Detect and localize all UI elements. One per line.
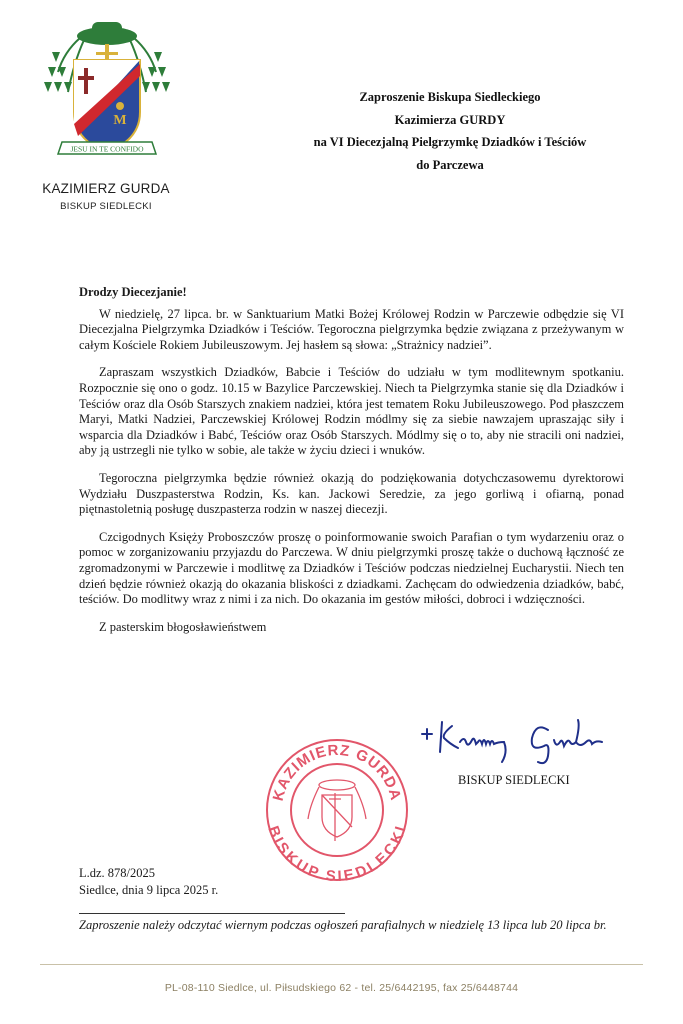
closing: Z pasterskim błogosławieństwem (99, 619, 267, 634)
paragraph: Zapraszam wszystkich Dziadków, Babcie i Teściów do udziału w tym modlitewnym spotkaniu. Rozpocznie się ono o godz. 10.15 w Bazylice Parczewskiej. Niech ta Pielgrzymka stanie się dla Dziadków i Teściów oraz dla Osób Starszych znakiem nadziei, która jest tematem Roku Jubileuszowego. Pod płaszczem Maryi, Matki Nadziei, Parczewskiej Królowej Rodzin módlmy się za siebie nawzajem upraszając siły i wsparcia dla Dziadków i Babć, Teściów oraz Osób Starszych. Módlmy się o to, aby nie stracili oni nadziei, aby ją ustrzegli nie tylko w sobie, ale także w życiu dzieci i wnuków. (79, 365, 624, 458)
letter-body (79, 285, 624, 635)
note-divider (79, 913, 345, 914)
letter-heading (260, 86, 640, 176)
coat-of-arms-icon (44, 12, 170, 180)
heading-line: Kazimierza GURDY (394, 112, 506, 127)
seal-stamp-icon (262, 735, 412, 885)
svg-text:M: M (113, 113, 127, 128)
heading-line: do Parczewa (416, 157, 484, 172)
svg-text:KAZIMIERZ GURDA (270, 742, 405, 803)
heading-line: na VI Diecezjalną Pielgrzymkę Dziadków i Teściów (313, 135, 587, 149)
motto-text: JESU IN TE CONFIDO (70, 144, 144, 154)
footer-address: PL-08-110 Siedlce, ul. Piłsudskiego 62 - tel. 25/6442195, fax 25/6448744 (164, 982, 519, 994)
seal-text-bottom: BISKUP SIEDLECKI (264, 823, 410, 885)
paragraph: Czcigodnych Księży Proboszczów proszę o poinformowanie swoich Parafian o tym wydarzeniu oraz o pomoc w zorganizowaniu przyjazdu do Parczewa. W dniu pielgrzymki proszę także o duchową łączność ze zgromadzonymi w Parczewie i modlitwę za Dziadków i Teściów podczas niedzielnej Eucharystii. Niech ten dzień będzie również okazją do okazania bliskości z dziadkami. Zachęcam do odwiedzenia dziadków, babć, teściów. Do modlitwy wraz z nimi i za nich. Do okazania im gestów miłości, dobroci i wdzięczności. (79, 529, 624, 607)
signature-label: BISKUP SIEDLECKI (458, 773, 570, 787)
svg-text:BISKUP SIEDLECKI (264, 824, 409, 885)
footer-divider (40, 964, 643, 965)
footnote: Zaproszenie należy odczytać wiernym podczas ogłoszeń parafialnych w niedzielę 13 lipca lub 20 lipca br. (79, 918, 607, 932)
greeting: Drodzy Diecezjanie! (79, 285, 187, 299)
paragraph: Tegoroczna pielgrzymka będzie również okazją do podziękowania dotychczasowemu dyrektorowi Wydziału Duszpasterstwa Rodzin, Ks. kan. Jackowi Seredzie, za jego gorliwą i ofiarną, ponad piętnastoletnią posługę duszpasterza rodzin w naszej diecezji. (79, 470, 624, 517)
handwritten-signature-icon (418, 712, 628, 770)
bishop-name: KAZIMIERZ GURDA (42, 181, 170, 196)
seal-text-top: KAZIMIERZ GURDA (269, 741, 405, 803)
heading-line: Zaproszenie Biskupa Siedleckiego (359, 90, 541, 104)
reference-number: L.dz. 878/2025 (79, 866, 156, 880)
bishop-title: BISKUP SIEDLECKI (60, 201, 152, 212)
paragraph: W niedzielę, 27 lipca. br. w Sanktuarium Matki Bożej Królowej Rodzin w Parczewie odbędzie się VI Diecezjalna Pielgrzymka Dziadków i Teściów. Tegoroczna pielgrzymka będzie związana z przeżywanym w całym Kościele Rokiem Jubileuszowym. Jej hasłem są słowa: „Strażnicy nadziei”. (79, 306, 624, 352)
reference-date: Siedlce, dnia 9 lipca 2025 r. (79, 883, 219, 897)
